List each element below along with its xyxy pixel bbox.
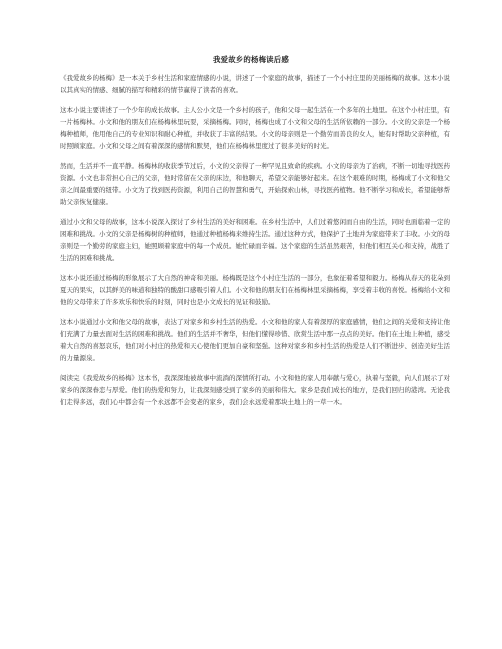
paragraph-4: 通过小文和父母的故事，这本小说深入探讨了乡村生活的美好和困难。在乡村生活中，人们过着悠闲而自由的生活，同时也面临着一定的困难和挑战。小文的父亲是杨梅树的种植师，他通过种植杨梅来维持生活。通过这种方式，他保护了土地并为家庭带来了丰收。小文的母亲则是一个勤劳的家庭主妇，她照顾着家庭中的每一个成员。她忙碌而辛福。这个家庭的生活虽然艰苦，但他们相互关心和支持，战胜了生活的困难和挑战。 — [60, 218, 450, 262]
paragraph-1: 《我爱故乡的杨梅》是一本关于乡村生活和家庭情感的小说，讲述了一个家庭的故事，描述了一个小村庄里的美丽杨梅的故事。这本小说以其真实的情感、细腻的描写和精彩的情节赢得了读者的喜欢。 — [60, 74, 450, 94]
paragraph-5: 这本小说还通过杨梅的形象展示了大自然的神奇和美丽。杨梅既是这个小村庄生活的一部分，也象征着希望和毅力。杨梅从春天的花朵到夏天的果实，以其鲜美的味道和独特的酸甜口感吸引着人们。小文和他的朋友们在杨梅林里采摘杨梅，享受着丰收的喜悦。杨梅给小文和他的父母带来了许多欢乐和快乐的时刻，同时也是小文成长的见证和鼓励。 — [60, 274, 450, 306]
paragraph-7: 阅读完《我爱故乡的杨梅》这本书，我深深地被故事中流淌的深情所打动。小文和他的家人用奉献与爱心，执着与坚毅，向人们展示了对家乡的深深眷恋与厚爱。他们的热爱和努力，让我深刻感受到了家乡的美丽和伟大。家乡是我们成长的地方，是我们回归的港湾。无论我们走得多远，我们心中都会有一个永远都不会变老的家乡，我们会永远爱着那块土地上的一草一木。 — [60, 374, 450, 406]
paragraph-3: 然而，生活并不一直平静。杨梅林的收获季节过后，小文的父亲得了一种罕见且致命的疾病。小文的母亲为了治病，不断一切地寻找医药资源。小文也非常担心自己的父亲，他时常留在父亲的床边，和他聊天，希望父亲能够好起来。在这个艰难的时期，杨梅成了小文和他父亲之间最重要的纽带。小文为了找到医药资源，利用自己的智慧和勇气，开始探索山林，寻找医药植物。他不断学习和成长，希望能够帮助父亲恢复健康。 — [60, 162, 450, 206]
paragraph-2: 这本小说主要讲述了一个少年的成长故事。主人公小文是一个乡村的孩子，他和父母一起生活在一个多年的土地里。在这个小村庄里，有一片杨梅林。小文和他的朋友们在杨梅林里玩耍，采摘杨梅。同时，杨梅也成了小文和父母的生活所依赖的一部分。小文的父亲是一个杨梅种植师，他用他自己的专业知识和耐心种植，并收获了丰富的结果。小文的母亲则是一个勤劳而善良的女人，她有时帮助父亲种植，有时照顾家庭。小文和父母之间有着深深的感情和默契，他们在杨梅林里度过了很多美好的时光。 — [60, 106, 450, 150]
document-body — [60, 72, 450, 416]
paragraph-6: 这本小说通过小文和他父母的故事，表达了对家乡和乡村生活的热爱。小文和他的家人有着深厚的家庭感情，他们之间的关爱和支持让他们充满了力量去面对生活的困难和挑战。他们的生活并不奢华，但他们懂得珍惜、欣赏生活中那一点点的美好。他们在土地上种植，感受着大自然的喜怒哀乐，他们对小村庄的热爱和天心使他们更加自豪和坚强。这种对家乡和乡村生活的热爱是人们不断进步、创造美好生活的力量源泉。 — [60, 318, 450, 362]
document-title: 我爱故乡的杨梅读后感 — [213, 55, 289, 64]
